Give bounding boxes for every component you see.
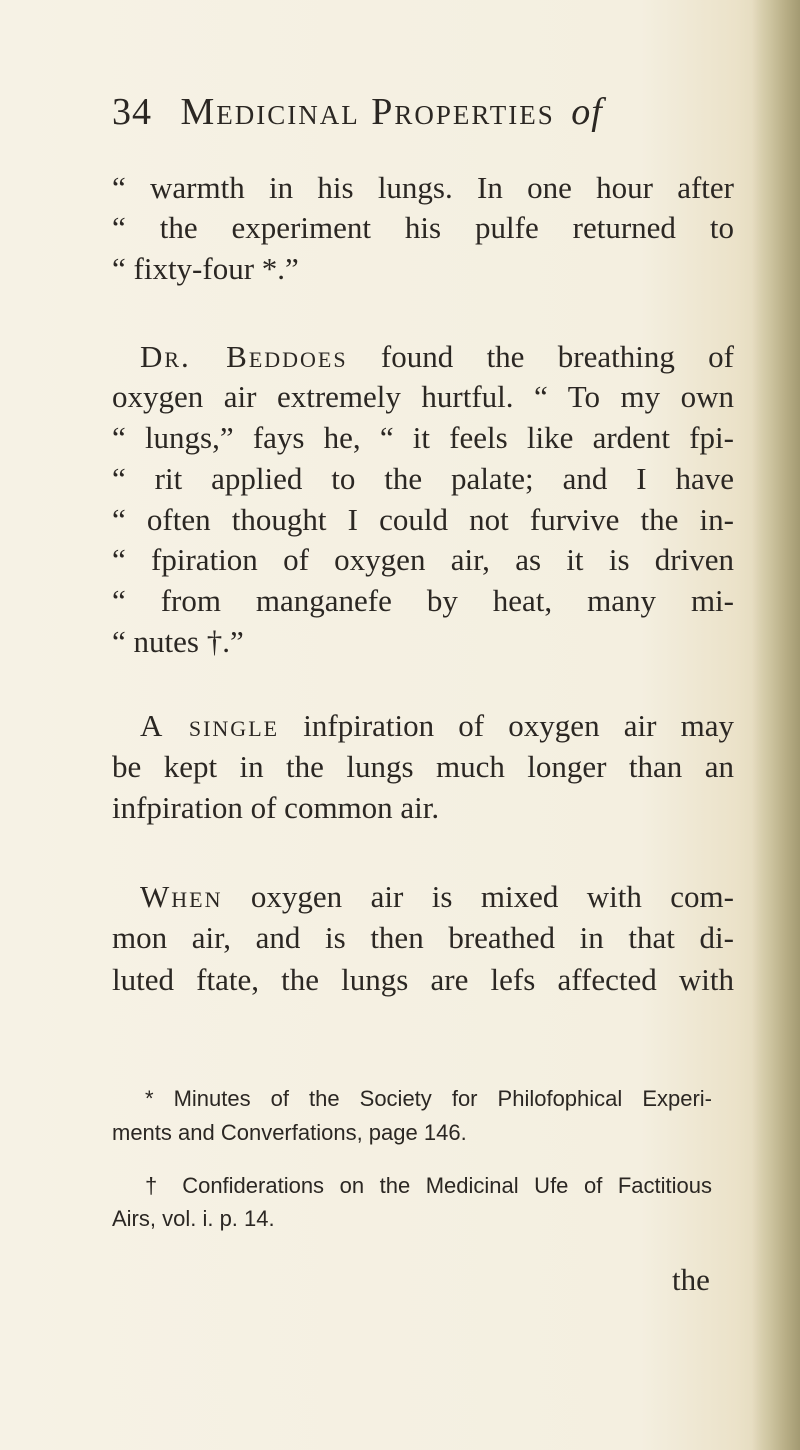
paragraph-start: [140, 877, 734, 917]
text-line: oxygen air is mixed with com-: [250, 879, 734, 914]
paragraph-start: [140, 706, 734, 746]
text-line: be kept in the lungs much longer than an: [112, 749, 734, 784]
text-line: “ fpiration of oxygen air, as it is driven: [112, 542, 734, 577]
text-line: infpiration of oxygen air may: [303, 708, 735, 743]
footnote-line: † Confiderations on the Medicinal Ufe of Factitious: [145, 1173, 712, 1198]
footnote-line: ments and Converfations, page 146.: [112, 1120, 467, 1145]
paragraph-lead: A single: [140, 708, 280, 743]
text-line: “ the experiment his pulfe returned to: [112, 210, 734, 245]
running-header: [112, 90, 712, 140]
text-line: oxygen air extremely hurtful. “ To my own: [112, 379, 734, 414]
text-line: “ lungs,” fays he, “ it feels like ardent fpi-: [112, 420, 734, 455]
footnote-line: * Minutes of the Society for Philofophical Experi-: [145, 1086, 712, 1111]
text-line: luted ftate, the lungs are lefs affected with: [112, 962, 734, 997]
text-line: “ warmth in his lungs. In one hour after: [112, 170, 734, 205]
text-line: mon air, and is then breathed in that di-: [112, 920, 734, 955]
page-number: 34: [112, 91, 152, 133]
footnote-line: Airs, vol. i. p. 14.: [112, 1206, 275, 1231]
paragraph-start: [140, 337, 734, 377]
running-title: Medicinal Properties: [180, 91, 555, 133]
text-line: “ fixty-four *.”: [112, 251, 299, 286]
page-edge-shadow: [752, 0, 800, 1450]
text-line: “ rit applied to the palate; and I have: [112, 461, 734, 496]
paragraph-lead: When: [140, 879, 223, 914]
text-line: found the breathing of: [380, 339, 734, 374]
text-line: infpiration of common air.: [112, 790, 440, 825]
text-line: “ often thought I could not furvive the in-: [112, 502, 734, 537]
text-line: “ nutes †.”: [112, 624, 244, 659]
running-title-suffix: of: [571, 91, 603, 133]
text-line: “ from manganefe by heat, many mi-: [112, 583, 734, 618]
paragraph-lead: Dr. Beddoes: [140, 339, 348, 374]
catchword: the: [672, 1262, 710, 1297]
